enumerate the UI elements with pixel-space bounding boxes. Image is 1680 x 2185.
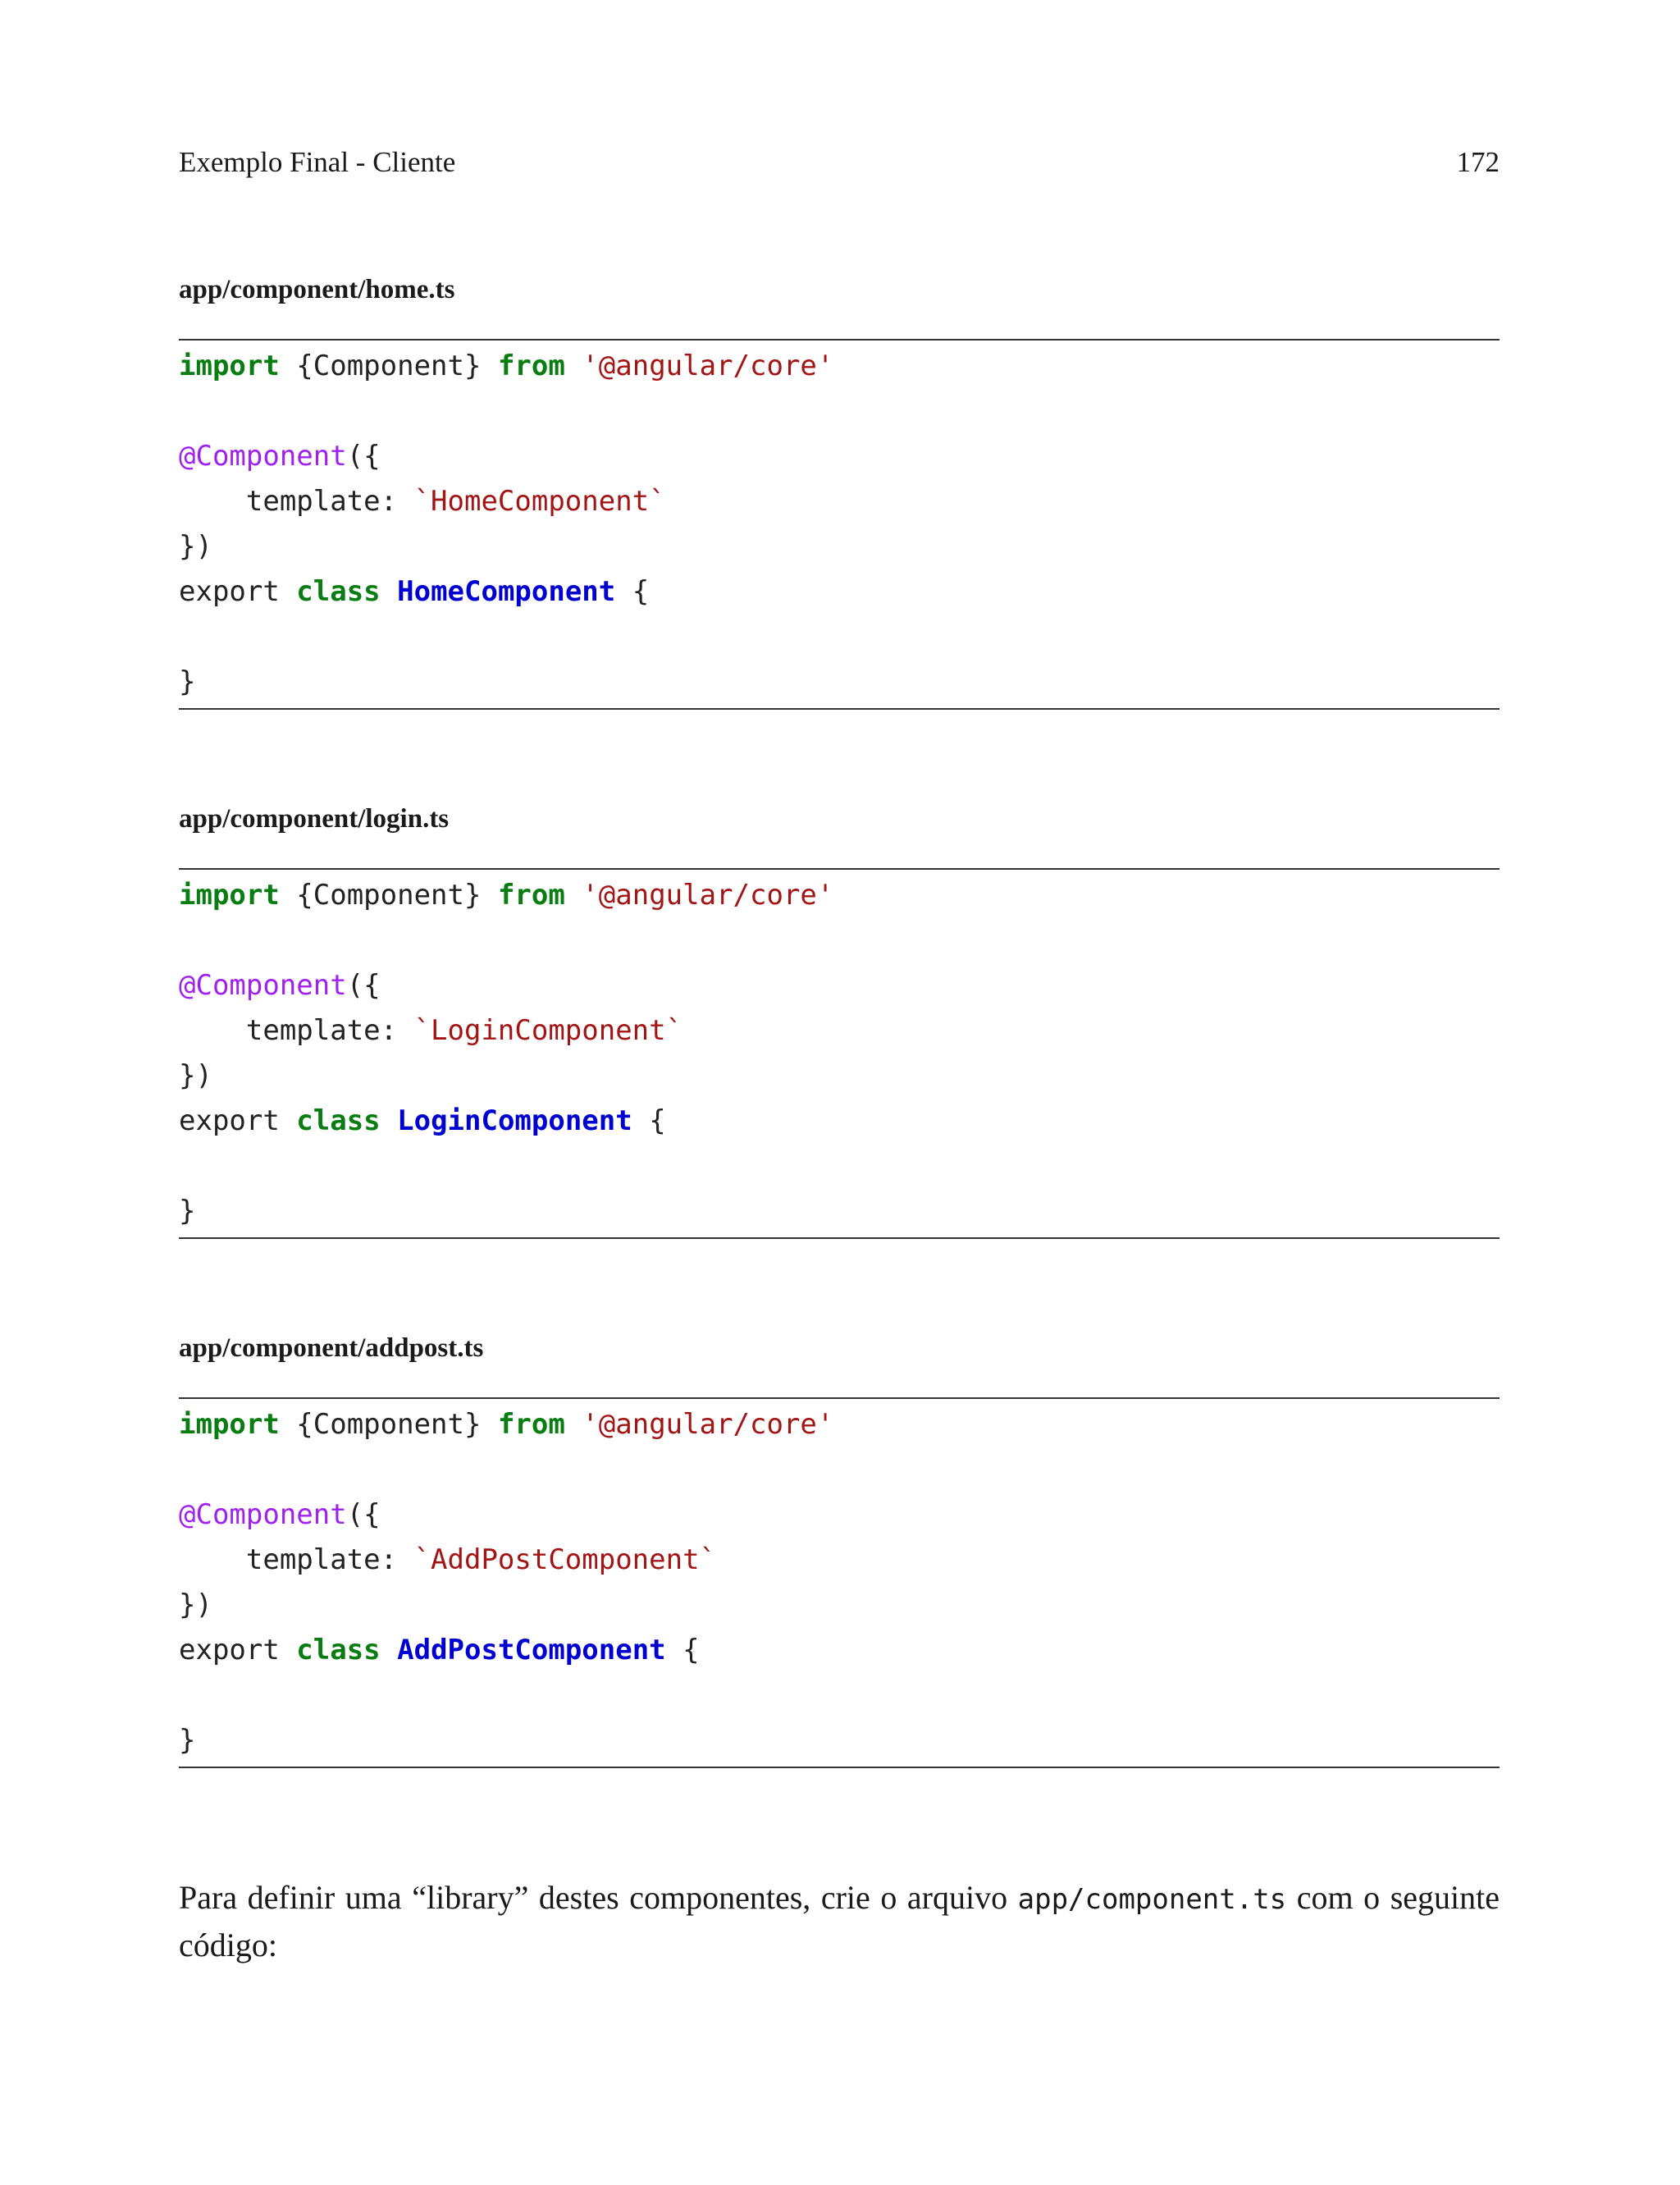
code-line [179, 1583, 1500, 1628]
code-line-blank [179, 1447, 1500, 1492]
module-string: '@angular/core' [582, 350, 834, 382]
body-paragraph [179, 1875, 1500, 1968]
keyword-from: from [497, 350, 565, 382]
punctuation: { [665, 1634, 700, 1666]
keyword-class: class [296, 1104, 381, 1137]
keyword-import: import [179, 350, 280, 382]
code-line [179, 1628, 1500, 1673]
code-line-blank [179, 389, 1500, 434]
punctuation: } [179, 665, 196, 698]
paragraph-text: com o seguinte código: [179, 1879, 1500, 1963]
code-line [179, 1492, 1500, 1538]
listing-bottom-rule [179, 708, 1500, 710]
code-line-blank [179, 918, 1500, 963]
listing-top-rule [179, 868, 1500, 870]
keyword-from: from [497, 879, 565, 912]
code-line [179, 1538, 1500, 1583]
listing-filename: app/component/login.ts [179, 804, 450, 834]
template-string: `HomeComponent` [413, 485, 666, 518]
punctuation: ({ [346, 969, 381, 1002]
code-line [179, 1099, 1500, 1144]
template-key: template: [179, 1543, 414, 1576]
code-line [179, 479, 1500, 524]
code-line [179, 873, 1500, 918]
code-line [179, 434, 1500, 479]
listing-filename: app/component/addpost.ts [179, 1333, 484, 1363]
listing-bottom-rule [179, 1237, 1500, 1239]
code-line [179, 1402, 1500, 1447]
import-specifier: {Component} [279, 879, 498, 912]
punctuation: }) [179, 1588, 212, 1621]
import-specifier: {Component} [279, 350, 498, 382]
keyword-from: from [497, 1408, 565, 1441]
class-name: LoginComponent [397, 1104, 632, 1137]
template-string: `AddPostComponent` [413, 1543, 717, 1576]
running-header [179, 146, 1500, 187]
code-line [179, 1189, 1500, 1234]
module-string: '@angular/core' [582, 879, 834, 912]
punctuation: { [615, 575, 650, 608]
paragraph-text: Para definir uma “library” destes componentes, crie o arquivo [179, 1879, 1018, 1916]
punctuation: } [179, 1195, 196, 1227]
punctuation: }) [179, 1059, 212, 1092]
punctuation: }) [179, 530, 212, 563]
chapter-title: Exemplo Final - Cliente [179, 146, 456, 178]
code-line [179, 1008, 1500, 1054]
module-string: '@angular/core' [582, 1408, 834, 1441]
template-key: template: [179, 485, 414, 518]
keyword-export: export [179, 1634, 297, 1666]
code-line-blank [179, 1144, 1500, 1189]
code-line [179, 524, 1500, 569]
keyword-class: class [296, 575, 381, 608]
listing-bottom-rule [179, 1767, 1500, 1768]
class-name: HomeComponent [397, 575, 616, 608]
punctuation: { [632, 1104, 666, 1137]
import-specifier: {Component} [279, 1408, 498, 1441]
punctuation: } [179, 1724, 196, 1757]
listing-filename: app/component/home.ts [179, 275, 455, 304]
listing-top-rule [179, 339, 1500, 341]
page-number: 172 [1456, 146, 1500, 178]
listing-top-rule [179, 1397, 1500, 1399]
code-line [179, 344, 1500, 389]
code-line [179, 569, 1500, 615]
code-block [179, 873, 1500, 1234]
code-line [179, 660, 1500, 705]
template-string: `LoginComponent` [413, 1014, 683, 1047]
keyword-import: import [179, 879, 280, 912]
keyword-export: export [179, 1104, 297, 1137]
code-line [179, 963, 1500, 1008]
code-block [179, 1402, 1500, 1763]
keyword-export: export [179, 575, 297, 608]
template-key: template: [179, 1014, 414, 1047]
decorator: @Component [179, 440, 347, 473]
code-line [179, 1718, 1500, 1763]
decorator: @Component [179, 1498, 347, 1531]
code-line [179, 1054, 1500, 1099]
inline-code: app/component.ts [1017, 1883, 1287, 1916]
code-line-blank [179, 615, 1500, 660]
code-line-blank [179, 1673, 1500, 1718]
punctuation: ({ [346, 440, 381, 473]
punctuation: ({ [346, 1498, 381, 1531]
code-block [179, 344, 1500, 705]
keyword-class: class [296, 1634, 381, 1666]
decorator: @Component [179, 969, 347, 1002]
class-name: AddPostComponent [397, 1634, 666, 1666]
keyword-import: import [179, 1408, 280, 1441]
